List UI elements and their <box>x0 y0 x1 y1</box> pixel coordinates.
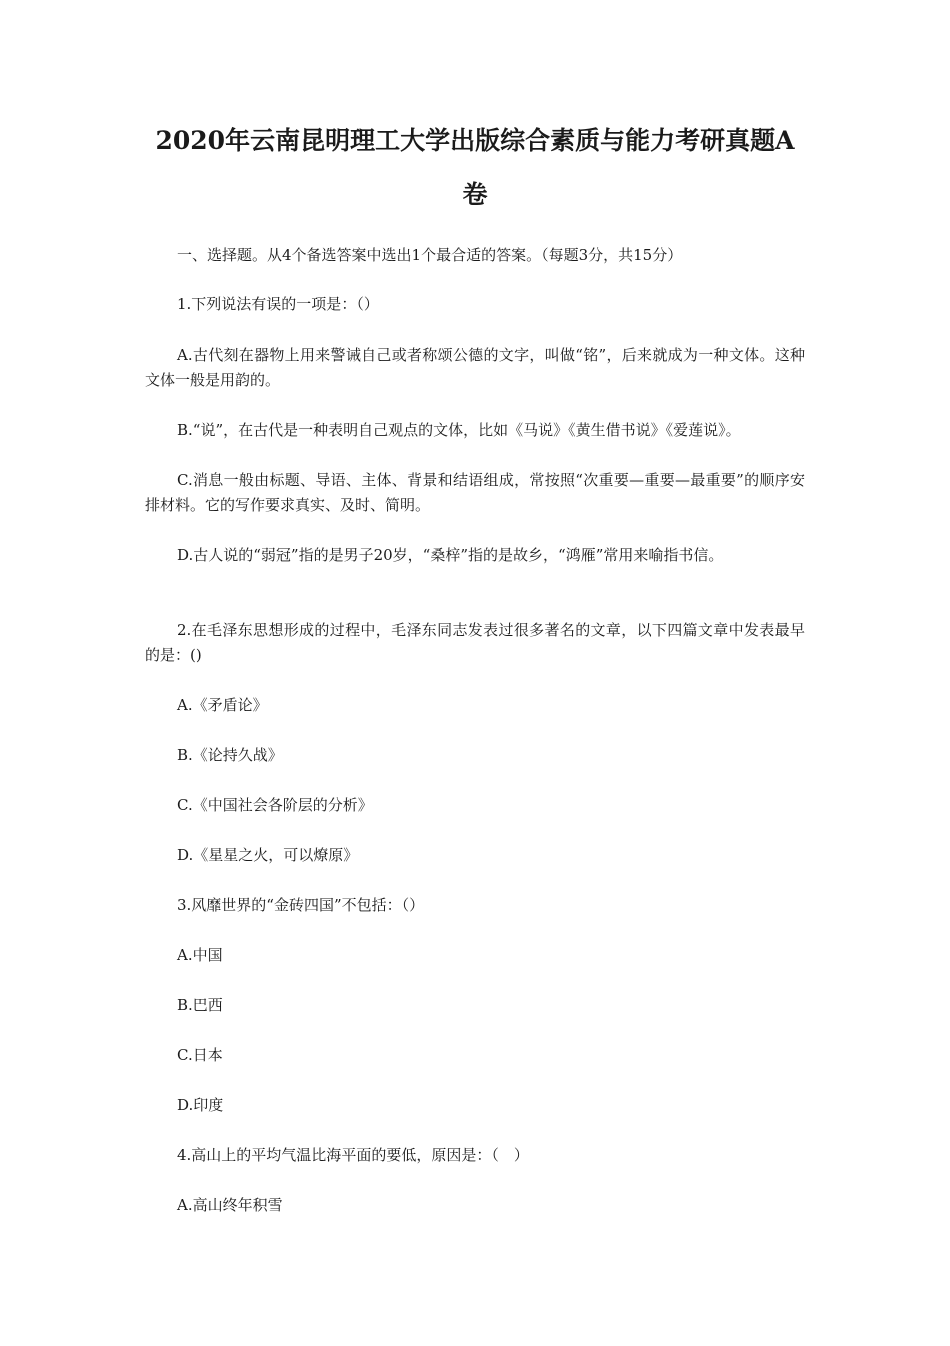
question-4-stem: 4.高山上的平均气温比海平面的要低，原因是：（ ） <box>177 1146 529 1164</box>
question-2-option-c: C.《中国社会各阶层的分析》 <box>177 796 373 814</box>
question-3-option-c: C.日本 <box>177 1046 223 1064</box>
question-1-stem: 1.下列说法有误的一项是：（） <box>177 295 379 313</box>
question-3-option-a: A.中国 <box>177 946 223 964</box>
question-3-stem: 3.风靡世界的“金砖四国”不包括：（） <box>177 896 425 914</box>
question-3-option-b: B.巴西 <box>177 996 223 1014</box>
question-2-option-d: D.《星星之火，可以燎原》 <box>177 846 359 864</box>
question-1-option-d: D.古人说的“弱冠”指的是男子20岁，“桑梓”指的是故乡，“鸿雁”常用来喻指书信。 <box>177 546 724 564</box>
question-1-option-b: B.“说”，在古代是一种表明自己观点的文体，比如《马说》《黄生借书说》《爱莲说》。 <box>177 421 741 439</box>
section-heading: 一、选择题。从4个备选答案中选出1个最合适的答案。（每题3分，共15分） <box>177 246 683 264</box>
question-3-option-d: D.印度 <box>177 1096 224 1114</box>
question-2-stem: 2.在毛泽东思想形成的过程中，毛泽东同志发表过很多著名的文章，以下四篇文章中发表最早的是：() <box>145 621 805 664</box>
question-4-option-a: A.高山终年积雪 <box>177 1196 283 1214</box>
document-title-line-2: 卷 <box>462 180 488 209</box>
document-title-line-1: 2020年云南昆明理工大学出版综合素质与能力考研真题A <box>155 126 795 155</box>
question-1-option-c: C.消息一般由标题、导语、主体、背景和结语组成，常按照“次重要—重要—最重要”的顺序安排材料。它的写作要求真实、及时、简明。 <box>145 471 805 514</box>
question-2-option-b: B.《论持久战》 <box>177 746 283 764</box>
question-2-option-a: A.《矛盾论》 <box>177 696 268 714</box>
question-1-option-a: A.古代刻在器物上用来警诫自己或者称颂公德的文字，叫做“铭”，后来就成为一种文体。这种文体一般是用韵的。 <box>145 346 805 389</box>
